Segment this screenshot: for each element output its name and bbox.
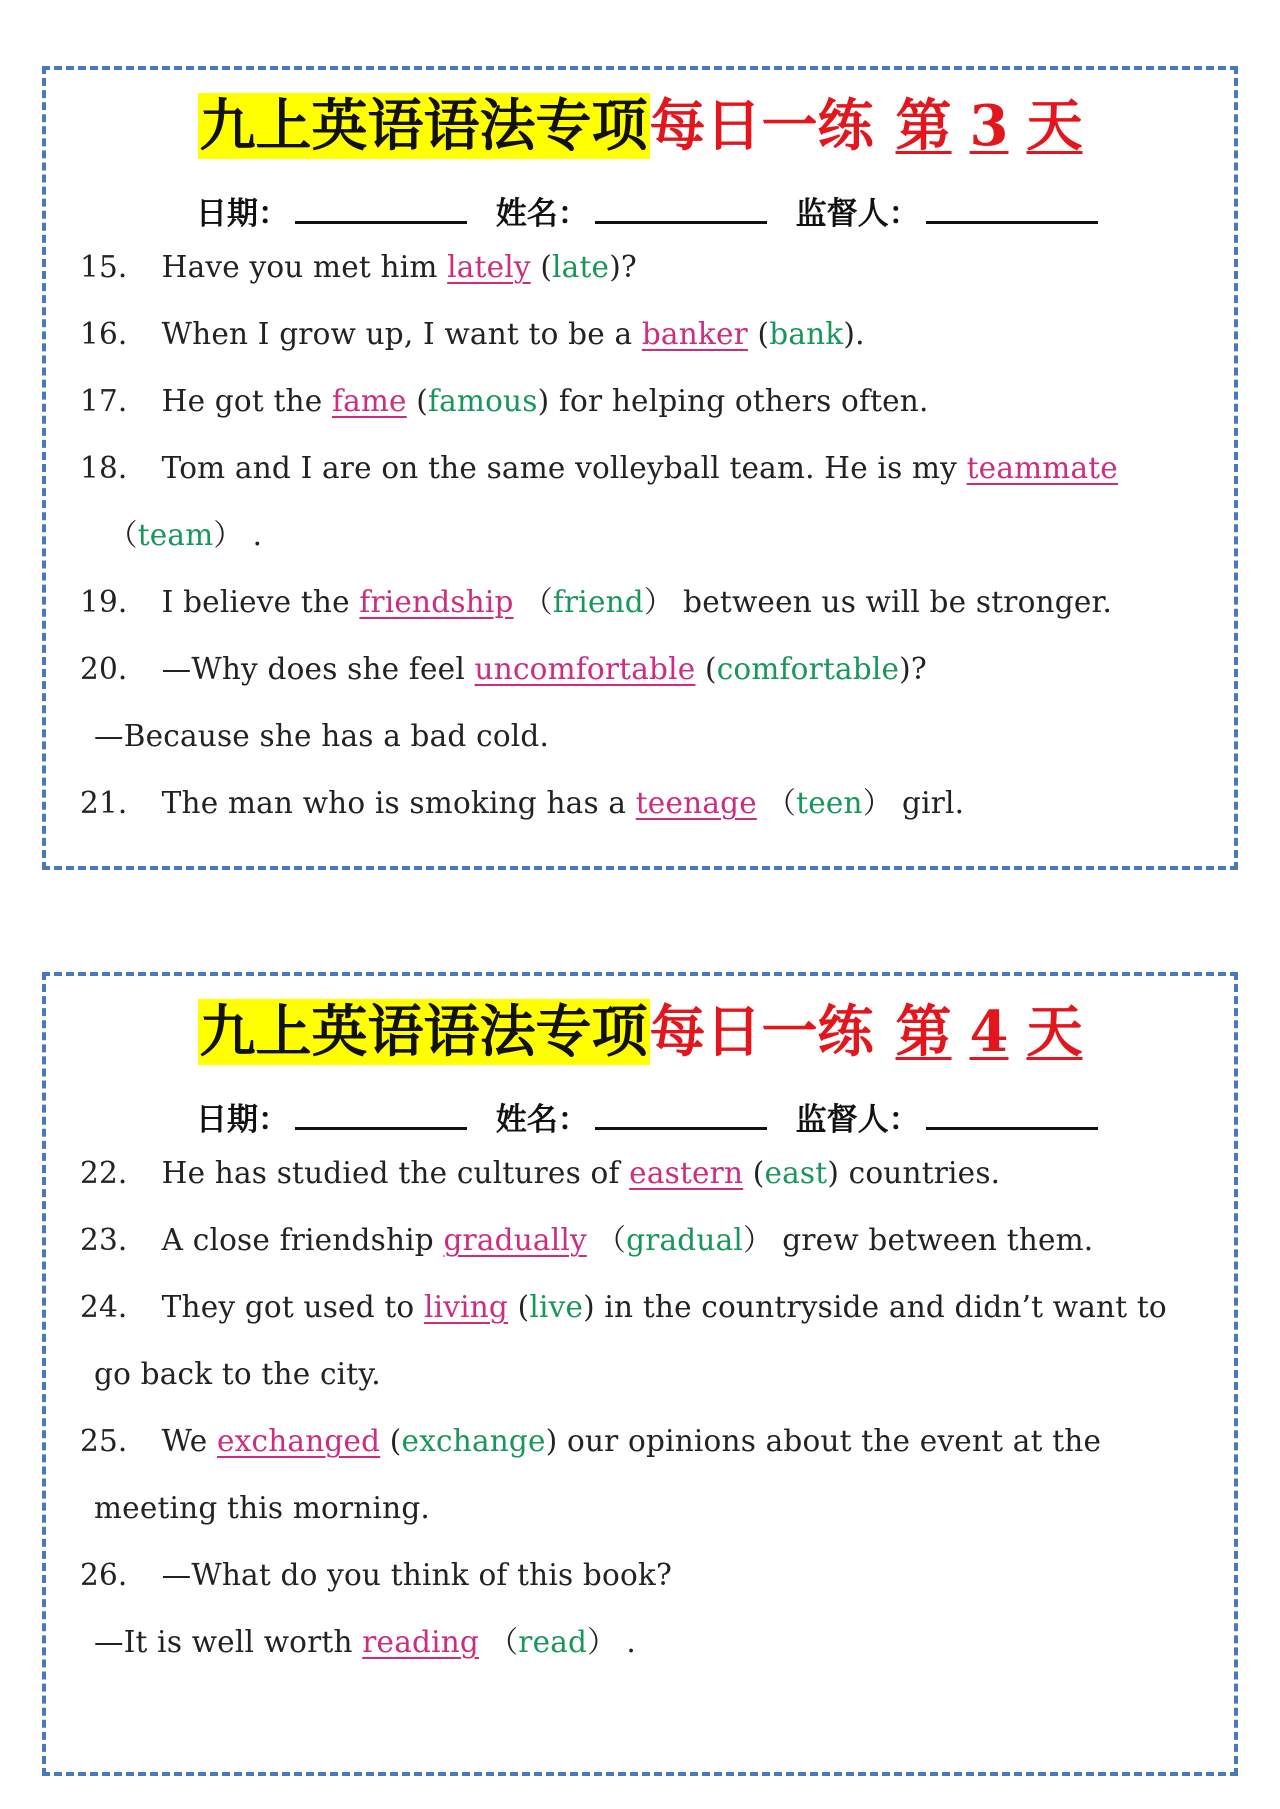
question-line: 22． He has studied the cultures of eastern (east) countries. bbox=[80, 1156, 1001, 1190]
name-blank[interactable] bbox=[595, 1107, 767, 1130]
title-highlight: 九上英语语法专项 bbox=[199, 93, 648, 159]
question-line: go back to the city. bbox=[94, 1357, 381, 1391]
question-line: 20． —Why does she feel uncomfortable (comfortable)? bbox=[80, 652, 927, 686]
question-line: meeting this morning. bbox=[94, 1491, 430, 1525]
question-line: —Because she has a bad cold. bbox=[94, 719, 550, 753]
question-line: 26． —What do you think of this book? bbox=[80, 1558, 673, 1592]
hint-word: comfortable bbox=[716, 652, 900, 686]
answer: reading bbox=[362, 1625, 479, 1659]
name-label: 姓名： bbox=[495, 1102, 589, 1138]
exercise-card-day-4 bbox=[42, 972, 1238, 1776]
exercise-card-day-3 bbox=[42, 66, 1238, 870]
answer: uncomfortable bbox=[474, 652, 696, 686]
question-list bbox=[80, 234, 1214, 837]
question-line: 16． When I grow up, I want to be a banker (bank). bbox=[80, 317, 865, 351]
meta-row bbox=[196, 1094, 1116, 1139]
supervisor-blank[interactable] bbox=[926, 201, 1098, 224]
date-label: 日期： bbox=[196, 196, 289, 232]
hint-word: live bbox=[529, 1290, 584, 1324]
day-number: 3 bbox=[969, 93, 1009, 159]
answer: gradually bbox=[443, 1223, 587, 1257]
name-label: 姓名： bbox=[495, 196, 589, 232]
hint-word: bank bbox=[769, 317, 844, 351]
date-blank[interactable] bbox=[295, 1107, 467, 1130]
question-line: 21． The man who is smoking has a teenage （teen） girl. bbox=[80, 786, 965, 820]
question-line: 23． A close friendship gradually （gradual） grew between them. bbox=[80, 1223, 1094, 1257]
hint-word: read bbox=[518, 1625, 588, 1659]
card-title bbox=[46, 80, 1234, 172]
hint-word: team bbox=[137, 518, 214, 552]
answer: teammate bbox=[966, 451, 1118, 485]
question-line: 17． He got the fame (famous) for helping others often. bbox=[80, 384, 929, 418]
question-line: （team） . bbox=[108, 518, 263, 552]
day-number: 4 bbox=[969, 999, 1009, 1065]
answer: fame bbox=[331, 384, 407, 418]
question-line: 15． Have you met him lately (late)? bbox=[80, 250, 637, 284]
date-blank[interactable] bbox=[295, 201, 467, 224]
title-highlight: 九上英语语法专项 bbox=[199, 999, 648, 1065]
answer: eastern bbox=[629, 1156, 744, 1190]
title-daily-practice: 每日一练 bbox=[649, 999, 874, 1065]
hint-word: east bbox=[764, 1156, 828, 1190]
hint-word: teen bbox=[796, 786, 863, 820]
question-line: 19． I believe the friendship （friend） between us will be stronger. bbox=[80, 585, 1113, 619]
supervisor-label: 监督人： bbox=[795, 1102, 920, 1138]
hint-word: late bbox=[552, 250, 610, 284]
title-daily-practice: 每日一练 bbox=[649, 93, 874, 159]
answer: exchanged bbox=[217, 1424, 381, 1458]
question-line: 18． Tom and I are on the same volleyball team. He is my teammate bbox=[80, 451, 1118, 485]
supervisor-blank[interactable] bbox=[926, 1107, 1098, 1130]
date-label: 日期： bbox=[196, 1102, 289, 1138]
name-blank[interactable] bbox=[595, 201, 767, 224]
question-line: 24． They got used to living (live) in the countryside and didn’t want to bbox=[80, 1290, 1167, 1324]
question-line: —It is well worth reading （read） . bbox=[94, 1625, 636, 1659]
answer: living bbox=[423, 1290, 509, 1324]
answer: lately bbox=[447, 250, 531, 284]
hint-word: gradual bbox=[626, 1223, 744, 1257]
hint-word: famous bbox=[428, 384, 538, 418]
question-line: 25． We exchanged (exchange) our opinions about the event at the bbox=[80, 1424, 1102, 1458]
title-day: 第 4 天 bbox=[895, 999, 1083, 1065]
meta-row bbox=[196, 188, 1116, 233]
card-title bbox=[46, 986, 1234, 1078]
answer: banker bbox=[641, 317, 748, 351]
answer: teenage bbox=[635, 786, 757, 820]
hint-word: exchange bbox=[401, 1424, 546, 1458]
answer: friendship bbox=[359, 585, 514, 619]
question-list bbox=[80, 1140, 1214, 1676]
title-day: 第 3 天 bbox=[895, 93, 1083, 159]
supervisor-label: 监督人： bbox=[795, 196, 920, 232]
hint-word: friend bbox=[552, 585, 644, 619]
